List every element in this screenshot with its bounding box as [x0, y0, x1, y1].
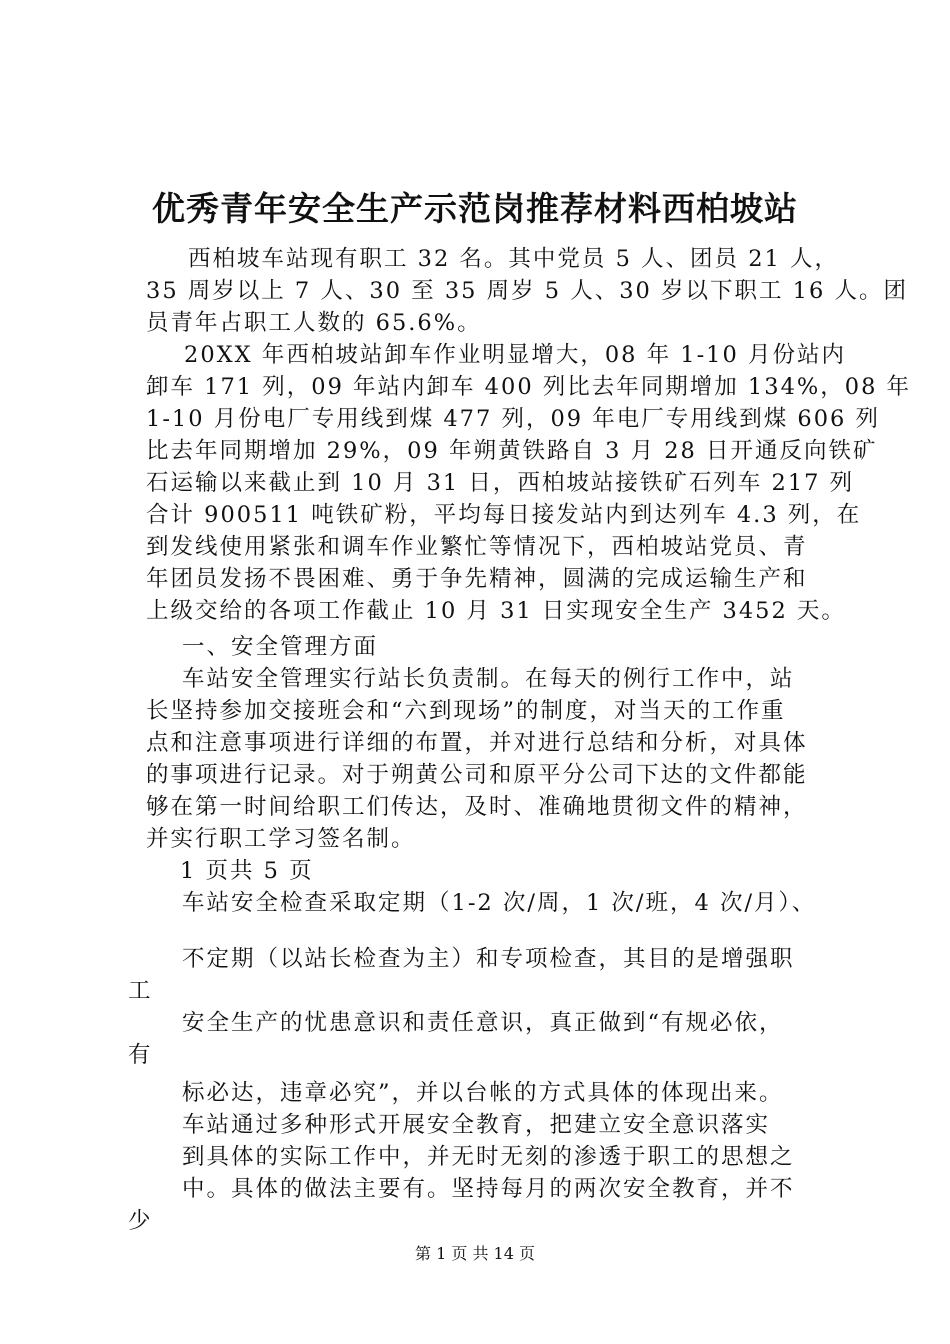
body-line: 的事项进行记录。对于朔黄公司和原平分公司下达的文件都能	[146, 762, 808, 788]
body-line: 长坚持参加交接班会和“六到现场”的制度，对当天的工作重	[146, 698, 786, 724]
body-line: 上级交给的各项工作截止 10 月 31 日实现安全生产 3452 天。	[146, 598, 846, 624]
body-line: 安全生产的忧患意识和责任意识，真正做到“有规必依，	[182, 1010, 784, 1036]
body-line: 工	[128, 978, 153, 1004]
body-line: 够在第一时间给职工们传达，及时、准确地贯彻文件的精神，	[146, 794, 808, 820]
body-line: 20XX 年西柏坡站卸车作业明显增大，08 年 1-10 月份站内	[184, 342, 846, 368]
body-line: 年团员发扬不畏困难、勇于争先精神，圆满的完成运输生产和	[146, 566, 808, 592]
document-title: 优秀青年安全生产示范岗推荐材料西柏坡站	[152, 189, 798, 228]
body-line: 有	[128, 1042, 153, 1068]
body-line: 不定期（以站长检查为主）和专项检查，其目的是增强职	[182, 946, 795, 972]
body-line: 车站通过多种形式开展安全教育，把建立安全意识落实	[182, 1112, 771, 1138]
body-line: 并实行职工学习签名制。	[146, 826, 416, 852]
body-line: 车站安全检查采取定期（1-2 次/周，1 次/班，4 次/月）、	[182, 890, 817, 916]
body-line: 西柏坡车站现有职工 32 名。其中党员 5 人、团员 21 人，	[188, 246, 839, 272]
body-line: 1-10 月份电厂专用线到煤 477 列，09 年电厂专用线到煤 606 列	[146, 406, 880, 432]
body-line: 石运输以来截止到 10 月 31 日，西柏坡站接铁矿石列车 217 列	[146, 470, 855, 496]
page-footer: 第 1 页 共 14 页	[415, 1244, 535, 1263]
body-line: 比去年同期增加 29%，09 年朔黄铁路自 3 月 28 日开通反向铁矿	[146, 438, 878, 464]
section-heading: 一、安全管理方面	[182, 634, 379, 660]
body-line: 员青年占职工人数的 65.6%。	[146, 310, 482, 336]
inline-page-marker: 1 页共 5 页	[180, 858, 314, 884]
body-line: 标必达，违章必究”，并以台帐的方式具体的体现出来。	[182, 1080, 784, 1106]
body-line: 少	[128, 1208, 153, 1234]
body-line: 点和注意事项进行详细的布置，并对进行总结和分析，对具体	[146, 730, 808, 756]
body-line: 卸车 171 列，09 年站内卸车 400 列比去年同期增加 134%，08 年	[146, 374, 912, 400]
body-line: 到具体的实际工作中，并无时无刻的渗透于职工的思想之	[182, 1144, 795, 1170]
body-line: 中。具体的做法主要有。坚持每月的两次安全教育，并不	[182, 1176, 795, 1202]
body-line: 到发线使用紧张和调车作业繁忙等情况下，西柏坡站党员、青	[146, 534, 808, 560]
body-line: 35 周岁以上 7 人、30 至 35 周岁 5 人、30 岁以下职工 16 人。团	[146, 278, 908, 304]
body-line: 车站安全管理实行站长负责制。在每天的例行工作中，站	[182, 666, 795, 692]
body-line: 合计 900511 吨铁矿粉，平均每日接发站内到达列车 4.3 列，在	[146, 502, 862, 528]
